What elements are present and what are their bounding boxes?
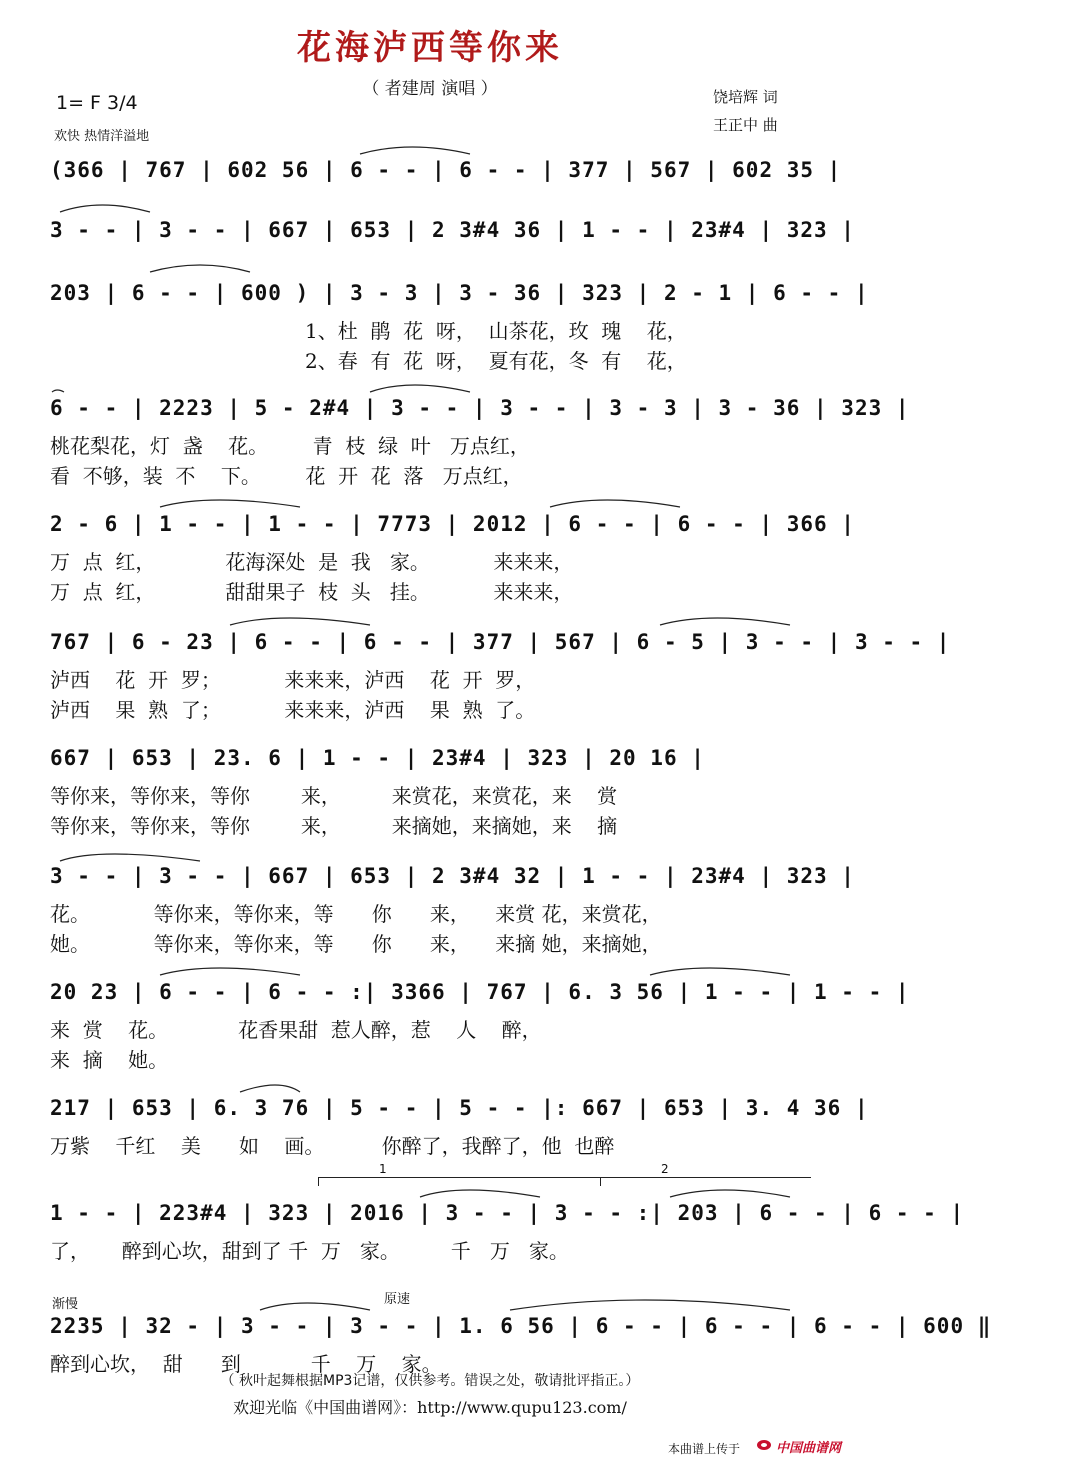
lyric-line: 桃花梨花，灯 盏 花。 青 枝 绿 叶 万点红，: [50, 434, 530, 458]
lyric-line: 醉到心坎， 甜 到 千 万 家。: [50, 1352, 442, 1376]
notation-line: 217 | 653 | 6. 3 76 | 5 - - | 5 - - |: 667 | 653 | 3. 4 36 |: [50, 1096, 869, 1120]
second-ending-label: 2: [661, 1162, 669, 1176]
lyric-line: 万紫 千红 美 如 画。 你醉了，我醉了，他 也醉: [50, 1134, 615, 1158]
lyric-line: 等你来，等你来，等你 来， 来摘她，来摘她，来 摘: [50, 814, 618, 838]
key-signature: 1= F 3/4: [56, 92, 138, 114]
lyric-line: 她。 等你来，等你来，等 你 来， 来摘 她，来摘她，: [50, 932, 662, 956]
lyric-line: 看 不够，装 不 下。 花 开 花 落 万点红，: [50, 464, 523, 488]
a-tempo-mark: 原速: [384, 1292, 411, 1307]
lyric-line: 来 赏 花。 花香果甜 惹人醉，惹 人 醉，: [50, 1018, 542, 1042]
ritardando-mark: 渐慢: [52, 1297, 79, 1312]
lyric-line: 泸西 果 熟 了； 来来来，泸西 果 熟 了。: [50, 698, 536, 722]
composer-credit: 王正中 曲: [713, 116, 778, 134]
lyric-line: 万 点 红， 花海深处 是 我 家。 来来来，: [50, 550, 574, 574]
notation-line: 2235 | 32 - | 3 - - | 3 - - | 1. 6 56 | 6 - - | 6 - - | 6 - - | 600 ‖: [50, 1314, 992, 1338]
notation-line: 203 | 6 - - | 600 ) | 3 - 3 | 3 - 36 | 323 | 2 - 1 | 6 - - |: [50, 281, 869, 305]
lyric-line: 花。 等你来，等你来，等 你 来， 来赏 花，来赏花，: [50, 902, 662, 926]
lyric-line: 万 点 红， 甜甜果子 枝 头 挂。 来来来，: [50, 580, 574, 604]
lyric-line: 了， 醉到心坎，甜到了 千 万 家。 千 万 家。: [50, 1239, 569, 1263]
upload-note: 本曲谱上传于: [668, 1442, 741, 1456]
notation-line: 667 | 653 | 23. 6 | 1 - - | 23#4 | 323 | 20 16 |: [50, 746, 705, 770]
second-ending-bracket: [600, 1162, 811, 1186]
lyric-line: 泸西 花 开 罗； 来来来，泸西 花 开 罗，: [50, 668, 536, 692]
first-ending-label: 1: [379, 1162, 387, 1176]
lyric-line: 来 摘 她。: [50, 1048, 169, 1072]
song-title: 花海泸西等你来: [297, 28, 563, 68]
notation-line: 20 23 | 6 - - | 6 - - :| 3366 | 767 | 6. 3 56 | 1 - - | 1 - - |: [50, 980, 910, 1004]
notation-line: 3 - - | 3 - - | 667 | 653 | 2 3#4 36 | 1 - - | 23#4 | 323 |: [50, 218, 855, 242]
transcriber-note: （ 秋叶起舞根据MP3记谱，仅供参考。错误之处，敬请批评指正。）: [220, 1373, 640, 1389]
notation-line: 2 - 6 | 1 - - | 1 - - | 7773 | 2012 | 6 - - | 6 - - | 366 |: [50, 512, 855, 536]
lyricist-credit: 饶培辉 词: [713, 88, 778, 106]
tempo-marking: 欢快 热情洋溢地: [54, 129, 150, 144]
notation-line: 3 - - | 3 - - | 667 | 653 | 2 3#4 32 | 1 - - | 23#4 | 323 |: [50, 864, 855, 888]
notation-line: 767 | 6 - 23 | 6 - - | 6 - - | 377 | 567 | 6 - 5 | 3 - - | 3 - - |: [50, 630, 951, 654]
lyric-line: 2、春 有 花 呀， 夏有花，冬 有 花，: [305, 349, 687, 373]
website-link[interactable]: 欢迎光临《中国曲谱网》：http://www.qupu123.com/: [233, 1398, 627, 1417]
singer-credit: （ 者建周 演唱 ）: [362, 79, 498, 99]
lyric-line: 等你来，等你来，等你 来， 来赏花，来赏花，来 赏: [50, 784, 618, 808]
lyric-line: 1、杜 鹃 花 呀， 山茶花，玫 瑰 花，: [305, 319, 687, 343]
notation-line: (366 | 767 | 602 56 | 6 - - | 6 - - | 377 | 567 | 602 35 |: [50, 158, 842, 182]
first-ending-bracket: [318, 1162, 601, 1186]
site-brand: 中国曲谱网: [776, 1441, 842, 1456]
site-logo-icon: [756, 1439, 772, 1451]
notation-line: 6 - - | 2223 | 5 - 2#4 | 3 - - | 3 - - | 3 - 3 | 3 - 36 | 323 |: [50, 396, 910, 420]
notation-line: 1 - - | 223#4 | 323 | 2016 | 3 - - | 3 - - :| 203 | 6 - - | 6 - - |: [50, 1201, 965, 1225]
